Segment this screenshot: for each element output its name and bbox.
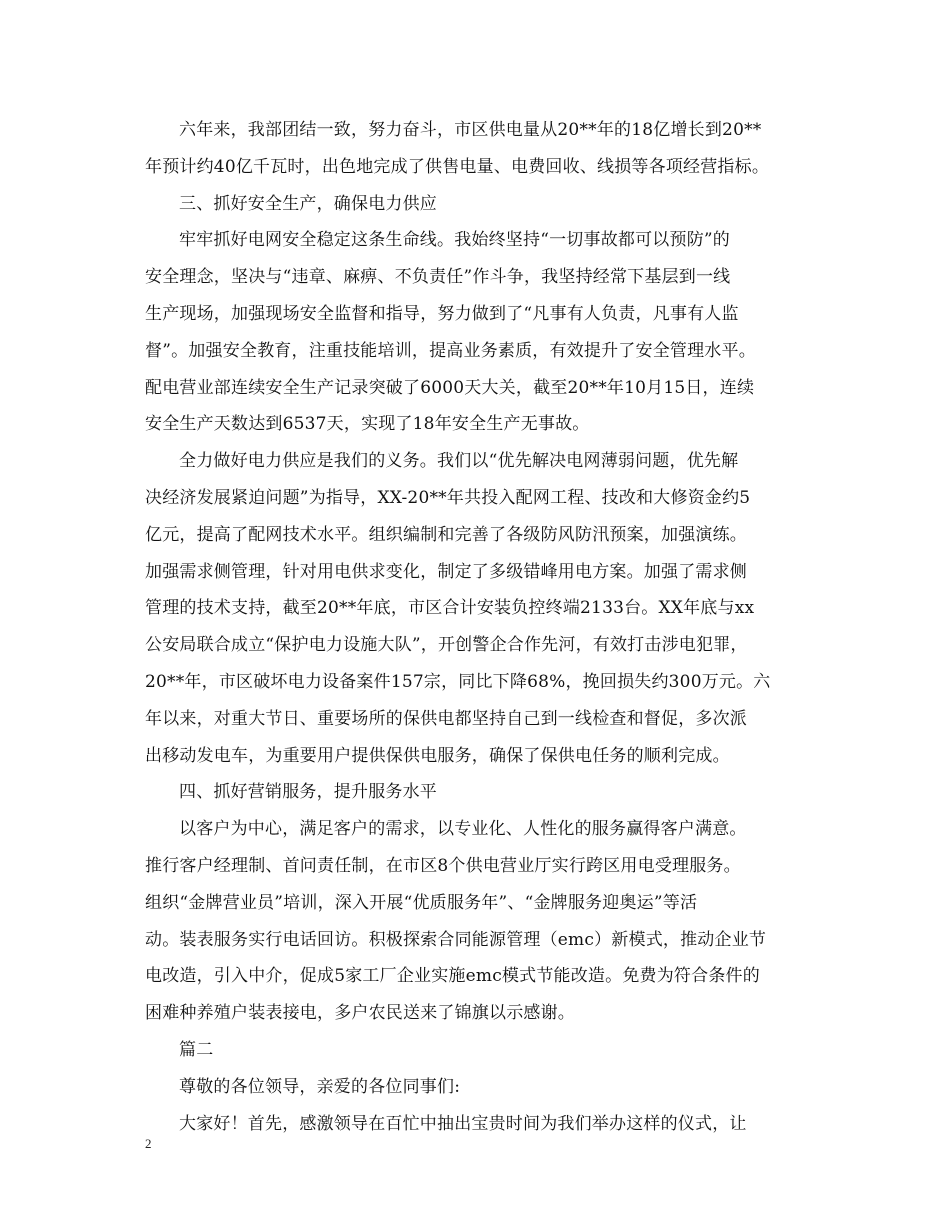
salutation xyxy=(145,1069,815,1106)
text-line: 动。装表服务实行电话回访。积极探索合同能源管理（emc）新模式，推动企业节 xyxy=(145,929,767,950)
text-line: 困难种养殖户装表接电，多户农民送来了锦旗以示感谢。 xyxy=(145,1003,575,1024)
text-line: 以客户为中心，满足客户的需求，以专业化、人性化的服务赢得客户满意。 xyxy=(179,819,747,840)
text-line: 决经济发展紧迫问题”为指导，XX-20**年共投入配网工程、技改和大修资金约5 xyxy=(145,487,751,508)
text-line: 加强需求侧管理，针对用电供求变化，制定了多级错峰用电方案。加强了需求侧 xyxy=(145,561,747,582)
section-heading-part-two xyxy=(145,1032,815,1069)
section-heading-marketing xyxy=(145,774,815,811)
text-line: 督”。加强安全教育，注重技能培训，提高业务素质，有效提升了安全管理水平。 xyxy=(145,340,756,361)
section-heading-safety xyxy=(145,186,815,223)
paragraph-safety xyxy=(145,222,815,443)
text-line: 安全理念，坚决与“违章、麻痹、不负责任”作斗争，我坚持经常下基层到一线 xyxy=(145,267,731,288)
heading-text: 四、抓好营销服务，提升服务水平 xyxy=(179,782,437,803)
heading-text: 三、抓好安全生产，确保电力供应 xyxy=(179,193,437,214)
text-line: 推行客户经理制、首问责任制，在市区8个供电营业厅实行跨区用电受理服务。 xyxy=(145,855,741,876)
text-line: 20**年，市区破坏电力设备案件157宗，同比下降68%，挽回损失约300万元。六 xyxy=(145,671,771,692)
text-line: 大家好！首先，感激领导在百忙中抽出宝贵时间为我们举办这样的仪式，让 xyxy=(179,1113,747,1134)
text-line: 电改造，引入中介，促成5家工厂企业实施emc模式节能改造。免费为符合条件的 xyxy=(145,966,760,987)
text-line: 亿元，提高了配网技术水平。组织编制和完善了各级防风防汛预案，加强演练。 xyxy=(145,524,747,545)
paragraph-intro xyxy=(145,112,815,186)
paragraph-marketing xyxy=(145,811,815,1032)
text-line: 公安局联合成立“保护电力设施大队”，开创警企合作先河，有效打击涉电犯罪， xyxy=(145,635,748,656)
text-line: 尊敬的各位领导，亲爱的各位同事们: xyxy=(179,1076,461,1097)
heading-text: 篇二 xyxy=(179,1039,214,1060)
text-line: 管理的技术支持，截至20**年底，市区合计安装负控终端2133台。XX年底与xx xyxy=(145,598,755,619)
paragraph-greeting xyxy=(145,1106,815,1143)
text-line: 出移动发电车，为重要用户提供保供电服务，确保了保供电任务的顺利完成。 xyxy=(145,745,730,766)
document-body xyxy=(145,112,815,1142)
paragraph-supply xyxy=(145,443,815,774)
page-number: 2 xyxy=(145,1136,152,1151)
text-line: 组织“金牌营业员”培训，深入开展“优质服务年”、“金牌服务迎奥运”等活 xyxy=(145,892,698,913)
text-line: 六年来，我部团结一致，努力奋斗，市区供电量从20**年的18亿增长到20** xyxy=(179,120,762,140)
text-line: 年预计约40亿千瓦时，出色地完成了供售电量、电费回收、线损等各项经营指标。 xyxy=(145,156,770,177)
text-line: 全力做好电力供应是我们的义务。我们以“优先解决电网薄弱问题，优先解 xyxy=(179,451,739,472)
text-line: 牢牢抓好电网安全稳定这条生命线。我始终坚持“一切事故都可以预防”的 xyxy=(179,230,730,251)
text-line: 年以来，对重大节日、重要场所的保供电都坚持自己到一线检查和督促，多次派 xyxy=(145,708,747,729)
text-line: 安全生产天数达到6537天，实现了18年安全生产无事故。 xyxy=(145,414,590,435)
text-line: 配电营业部连续安全生产记录突破了6000天大关，截至20**年10月15日，连续 xyxy=(145,377,755,398)
text-line: 生产现场，加强现场安全监督和指导，努力做到了“凡事有人负责，凡事有人监 xyxy=(145,303,739,324)
